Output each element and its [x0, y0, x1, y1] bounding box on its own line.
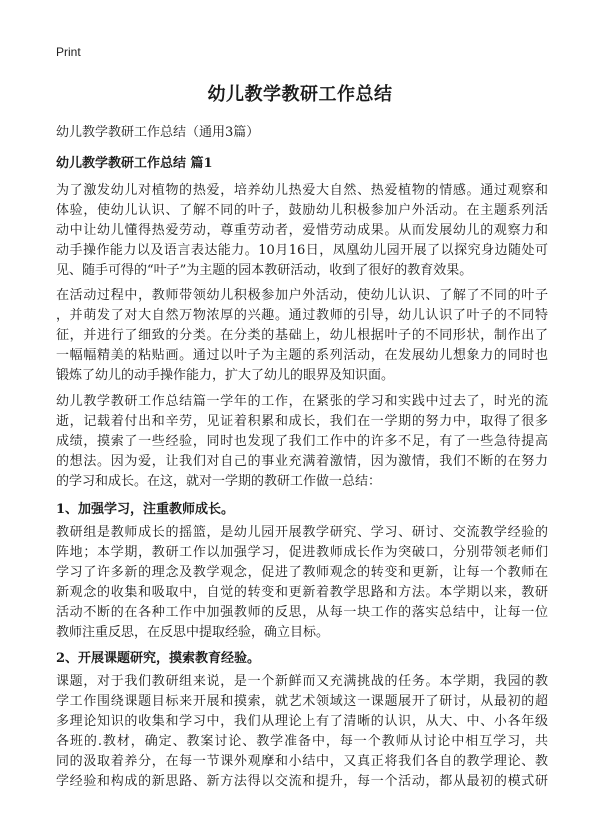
paragraph-line: 锻炼了幼儿的动手操作能力，扩大了幼儿的眼界及知识面。 [56, 368, 395, 383]
paragraph-line: ，并萌发了对大自然万物浓厚的兴趣。通过教师的引导，幼儿认识了叶子的不同特 [56, 308, 548, 323]
paragraph-5 [56, 672, 548, 792]
paragraph-line: 教师注重反思，在反思中提取经验，确立目标。 [56, 625, 330, 640]
paragraph-line: 各班的.教材，确定、教案讨论、教学准备中，每一个教师从讨论中相互学习，共 [56, 734, 548, 749]
paragraph-2 [56, 286, 548, 386]
paragraph-4 [56, 523, 548, 643]
paragraph-line: 同的汲取着养分，在每一节课外观摩和小结中，又真正将我们各自的教学理论、教 [56, 754, 548, 769]
paragraph-line: 学工作围绕课题目标来开展和摸索，就艺术领域这一课题展开了研讨，从最初的超 [56, 694, 548, 709]
paragraph-line: 征，并进行了细致的分类。在分类的基础上，幼儿根据叶子的不同形状，制作出了 [56, 328, 548, 343]
paragraph-line: 见、随手可得的“叶子”为主题的园本教研活动，收到了很好的教育效果。 [56, 263, 473, 278]
paragraph-line: 学经验和构成的新思路、新方法得以交流和提升，每一个活动，都从最初的模式研 [56, 774, 548, 789]
paragraph-line: 幼儿教学教研工作总结篇一学年的工作，在紧张的学习和实践中过去了，时光的流 [56, 394, 548, 409]
paragraph-line: 动手操作能力以及语言表达能力。10月16日，凤凰幼儿园开展了以探究身边随处可 [56, 243, 548, 258]
paragraph-line: 一幅幅精美的粘贴画。通过以叶子为主题的系列活动，在发展幼儿想象力的同时也 [56, 348, 548, 363]
paragraph-line: 活动不断的在各种工作中加强教师的反思，从每一块工作的落实总结中，让每一位 [56, 605, 548, 620]
paragraph-1 [56, 181, 548, 281]
heading-2: 2、开展课题研究，摸索教育经验。 [56, 651, 261, 666]
paragraph-line: 教研组是教师成长的摇篮，是幼儿园开展教学研究、学习、研讨、交流教学经验的 [56, 525, 548, 540]
paragraph-line: 阵地；本学期，教研工作以加强学习，促进教师成长作为突破口，分别带领老师们 [56, 545, 548, 560]
heading-1: 1、加强学习，注重教师成长。 [56, 502, 235, 517]
document-subtitle: 幼儿教学教研工作总结（通用3篇） [56, 125, 260, 140]
paragraph-3 [56, 392, 548, 492]
section-title: 幼儿教学教研工作总结 篇1 [56, 156, 213, 171]
paragraph-line: 多理论知识的收集和学习中，我们从理论上有了清晰的认识，从大、中、小各年级 [56, 714, 548, 729]
paragraph-line: 课题，对于我们教研组来说，是一个新鲜而又充满挑战的任务。本学期，我园的教 [56, 674, 548, 689]
paragraph-line: 成绩，摸索了一些经验，同时也发现了我们工作中的许多不足，有了一些急待提高 [56, 434, 548, 449]
paragraph-line: 新观念的收集和吸取中，自觉的转变和更新着教学思路和方法。本学期以来，教研 [56, 585, 548, 600]
paragraph-line: 的想法。因为爱，让我们对自己的事业充满着激情，因为激情，我们不断的在努力 [56, 454, 548, 469]
paragraph-line: 动中让幼儿懂得热爱劳动，尊重劳动者，爱惜劳动成果。从而发展幼儿的观察力和 [56, 223, 548, 238]
paragraph-line: 逝，记载着付出和辛劳，见证着积累和成长，我们在一学期的努力中，取得了很多 [56, 414, 548, 429]
paragraph-line: 的学习和成长。在这，就对一学期的教研工作做一总结： [56, 474, 382, 489]
paragraph-line: 为了激发幼儿对植物的热爱，培养幼儿热爱大自然、热爱植物的情感。通过观察和 [56, 183, 548, 198]
paragraph-line: 学习了许多新的理念及教学观念，促进了教师观念的转变和更新，让每一个教师在 [56, 565, 548, 580]
paragraph-line: 体验，使幼儿认识、了解不同的叶子，鼓励幼儿积极参加户外活动。在主题系列活 [56, 203, 548, 218]
paragraph-line: 在活动过程中，教师带领幼儿积极参加户外活动，使幼儿认识、了解了不同的叶子 [56, 288, 548, 303]
print-link[interactable]: Print [56, 45, 81, 59]
page-title: 幼儿教学教研工作总结 [207, 84, 393, 105]
